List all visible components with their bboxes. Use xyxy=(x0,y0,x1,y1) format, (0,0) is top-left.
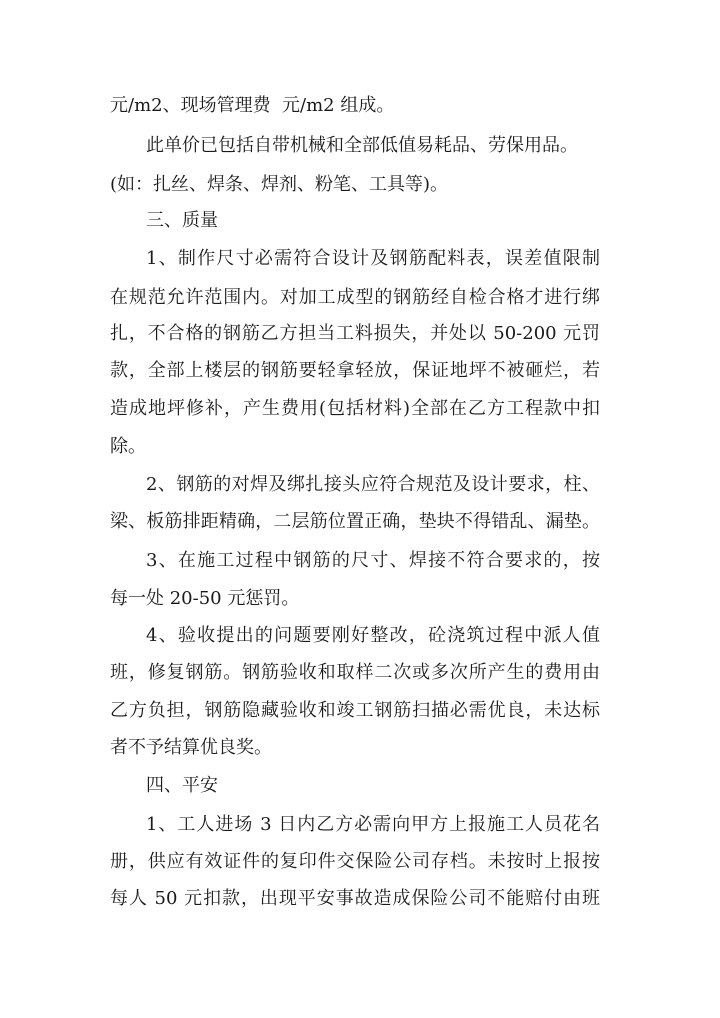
text-line: 4、验收提出的问题要刚好整改，砼浇筑过程中派人值 xyxy=(146,625,600,646)
text-line: 乙方负担，钢筋隐藏验收和竣工钢筋扫描必需优良，未达标 xyxy=(110,700,600,721)
text-line: 梁、板筋排距精确，二层筋位置正确，垫块不得错乱、漏垫。 xyxy=(110,511,600,532)
text-line: 款，全部上楼层的钢筋要轻拿轻放，保证地坪不被砸烂，若 xyxy=(110,360,600,381)
text-line: 元/m2、现场管理费 元/m2 组成。 xyxy=(110,95,395,116)
text-line: 班，修复钢筋。钢筋验收和取样二次或多次所产生的费用由 xyxy=(110,662,600,683)
text-line: (如：扎丝、焊条、焊剂、粉笔、工具等)。 xyxy=(110,174,449,195)
text-line: 1、工人进场 3 日内乙方必需向甲方上报施工人员花名 xyxy=(146,814,600,835)
section-heading: 四、平安 xyxy=(146,775,218,796)
text-line: 每一处 20-50 元惩罚。 xyxy=(110,588,300,609)
text-line: 除。 xyxy=(110,436,146,457)
text-line: 1、制作尺寸必需符合设计及钢筋配料表，误差值限制 xyxy=(146,248,600,269)
text-line: 2、钢筋的对焊及绑扎接头应符合规范及设计要求，柱、 xyxy=(146,474,600,495)
text-line: 此单价已包括自带机械和全部低值易耗品、劳保用品。 xyxy=(146,135,578,156)
text-line: 每人 50 元扣款，出现平安事故造成保险公司不能赔付由班 xyxy=(110,888,600,909)
section-heading: 三、质量 xyxy=(146,210,218,231)
text-line: 册，供应有效证件的复印件交保险公司存档。未按时上报按 xyxy=(110,851,600,872)
text-line: 扎，不合格的钢筋乙方担当工料损失，并处以 50-200 元罚 xyxy=(110,323,600,344)
text-line: 造成地坪修补，产生费用(包括材料)全部在乙方工程款中扣 xyxy=(110,398,600,419)
text-line: 在规范允许范围内。对加工成型的钢筋经自检合格才进行绑 xyxy=(110,287,600,308)
text-line: 3、在施工过程中钢筋的尺寸、焊接不符合要求的，按 xyxy=(146,550,600,571)
text-line: 者不予结算优良奖。 xyxy=(110,737,272,758)
